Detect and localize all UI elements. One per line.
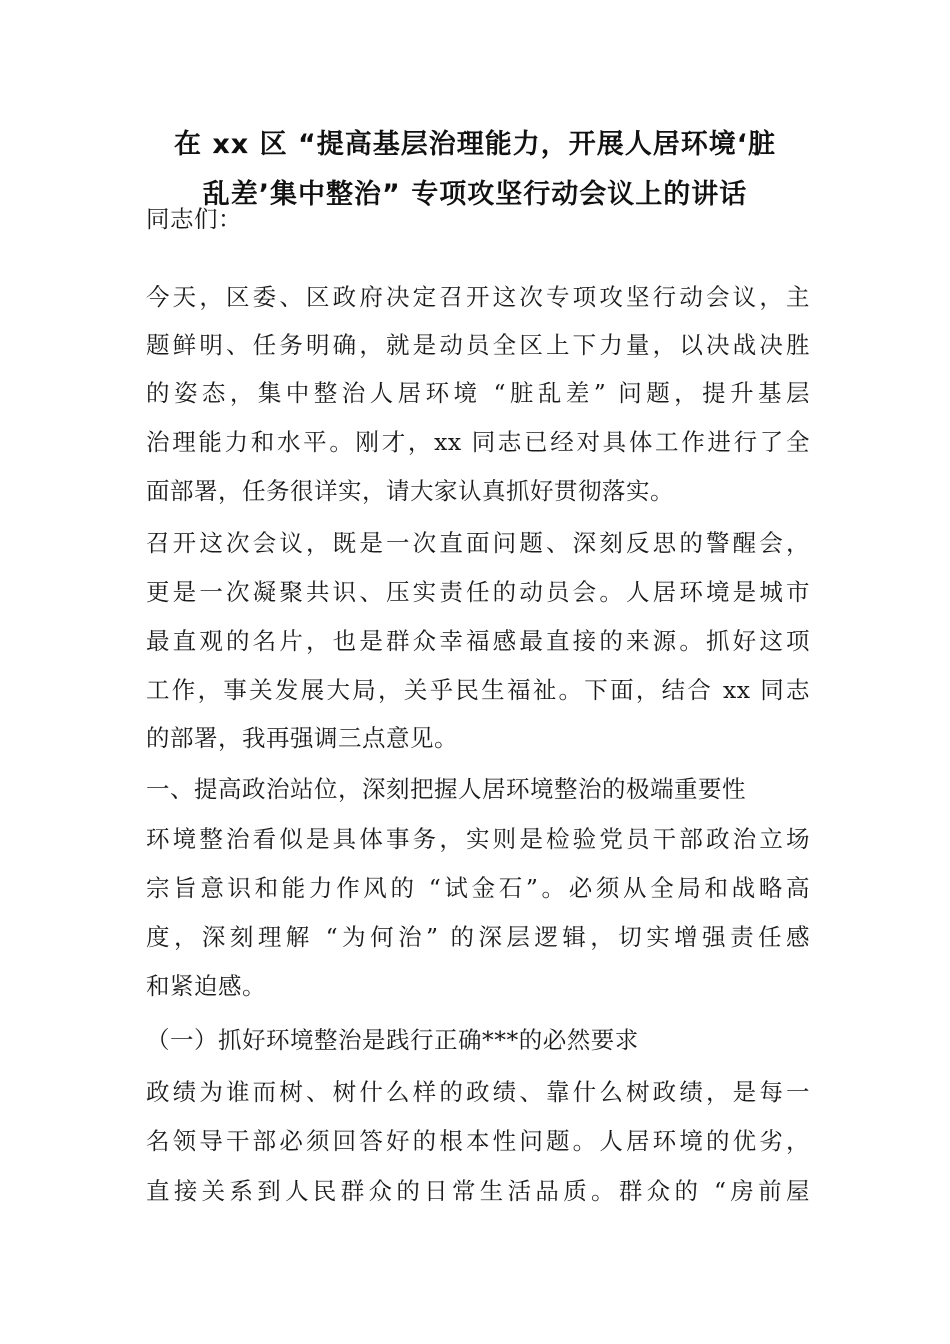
salutation: 同志们：: [146, 205, 242, 233]
paragraph-2-line-1: 召开这次会议，既是一次直面问题、深刻反思的警醒会，: [146, 529, 810, 557]
paragraph-4-line-2: 名领导干部必须回答好的根本性问题。人居环境的优劣，: [146, 1127, 810, 1155]
paragraph-1-line-4: 治理能力和水平。刚才，xx 同志已经对具体工作进行了全: [146, 428, 810, 456]
paragraph-2-line-3: 最直观的名片，也是群众幸福感最直接的来源。抓好这项: [146, 627, 810, 655]
paragraph-2-line-2: 更是一次凝聚共识、压实责任的动员会。人居环境是城市: [146, 578, 810, 606]
paragraph-2-line-4: 工作，事关发展大局，关乎民生福祉。下面，结合 xx 同志: [146, 676, 810, 704]
paragraph-3-line-4: 和紧迫感。: [146, 972, 266, 1000]
paragraph-1-line-5: 面部署，任务很详实，请大家认真抓好贯彻落实。: [146, 477, 674, 505]
paragraph-3-line-1: 环境整治看似是具体事务，实则是检验党员干部政治立场: [146, 825, 810, 853]
sub-heading-1: （一）抓好环境整治是践行正确***的必然要求: [146, 1026, 639, 1054]
document-title-line-2: 乱差’集中整治” 专项攻坚行动会议上的讲话: [202, 179, 748, 210]
paragraph-1-line-3: 的姿态，集中整治人居环境 “脏乱差” 问题，提升基层: [146, 379, 810, 407]
paragraph-4-line-1: 政绩为谁而树、树什么样的政绩、靠什么树政绩，是每一: [146, 1078, 810, 1106]
paragraph-1-line-1: 今天，区委、区政府决定召开这次专项攻坚行动会议，主: [146, 283, 810, 311]
paragraph-3-line-2: 宗旨意识和能力作风的 “试金石”。必须从全局和战略高: [146, 874, 810, 902]
section-heading-1: 一、提高政治站位，深刻把握人居环境整治的极端重要性: [146, 775, 746, 803]
paragraph-2-line-5: 的部署，我再强调三点意见。: [146, 724, 458, 752]
paragraph-4-line-3: 直接关系到人民群众的日常生活品质。群众的 “房前屋: [146, 1177, 810, 1205]
paragraph-1-line-2: 题鲜明、任务明确，就是动员全区上下力量，以决战决胜: [146, 331, 810, 359]
document-title-line-1: 在 xx 区 “提高基层治理能力，开展人居环境‘脏: [173, 129, 777, 160]
paragraph-3-line-3: 度，深刻理解 “为何治” 的深层逻辑，切实增强责任感: [146, 923, 810, 951]
